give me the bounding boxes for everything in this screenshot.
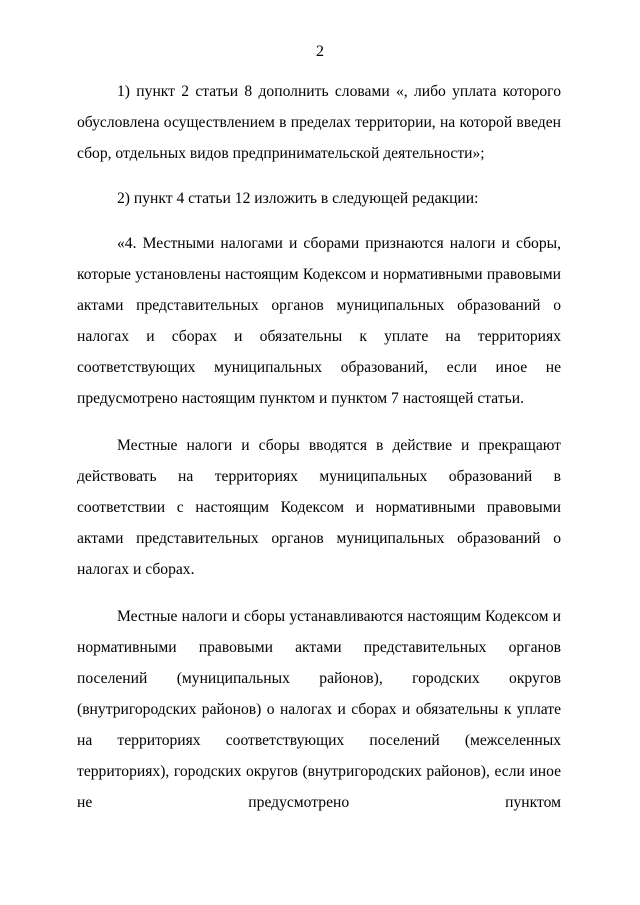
paragraph-3: «4. Местными налогами и сборами признаются налоги и сборы, которые установлены настоящим Кодексом и нормативными правовыми актами представительных органов муниципальных образований о налогах и сборах и обязательны к уплате на территориях соответствующих муниципальных образований, если иное не предусмотрено настоящим пунктом и пунктом 7 настоящей статьи. bbox=[77, 235, 561, 407]
page-number: 2 bbox=[316, 43, 324, 60]
paragraph-4: Местные налоги и сборы вводятся в действие и прекращают действовать на территориях муниципальных образований в соответствии с настоящим Кодексом и нормативными правовыми актами представительных органов муниципальных образований о налогах и сборах. bbox=[77, 437, 561, 578]
paragraph-2: 2) пункт 4 статьи 12 изложить в следующей редакции: bbox=[117, 190, 479, 207]
document-body bbox=[77, 76, 561, 818]
paragraph-5: Местные налоги и сборы устанавливаются настоящим Кодексом и нормативными правовыми актами представительных органов поселений (муниципальных районов), городских округов (внутригородских районов) о налогах и сборах и обязательны к уплате на территориях соответствующих поселений (межселенных территориях), городских округов (внутригородских районов), если иное не предусмотрено пунктом bbox=[77, 608, 561, 811]
paragraph-1: 1) пункт 2 статьи 8 дополнить словами «, либо уплата которого обусловлена осуществлением в пределах территории, на которой введен сбор, отдельных видов предпринимательской деятельности»; bbox=[77, 83, 561, 162]
